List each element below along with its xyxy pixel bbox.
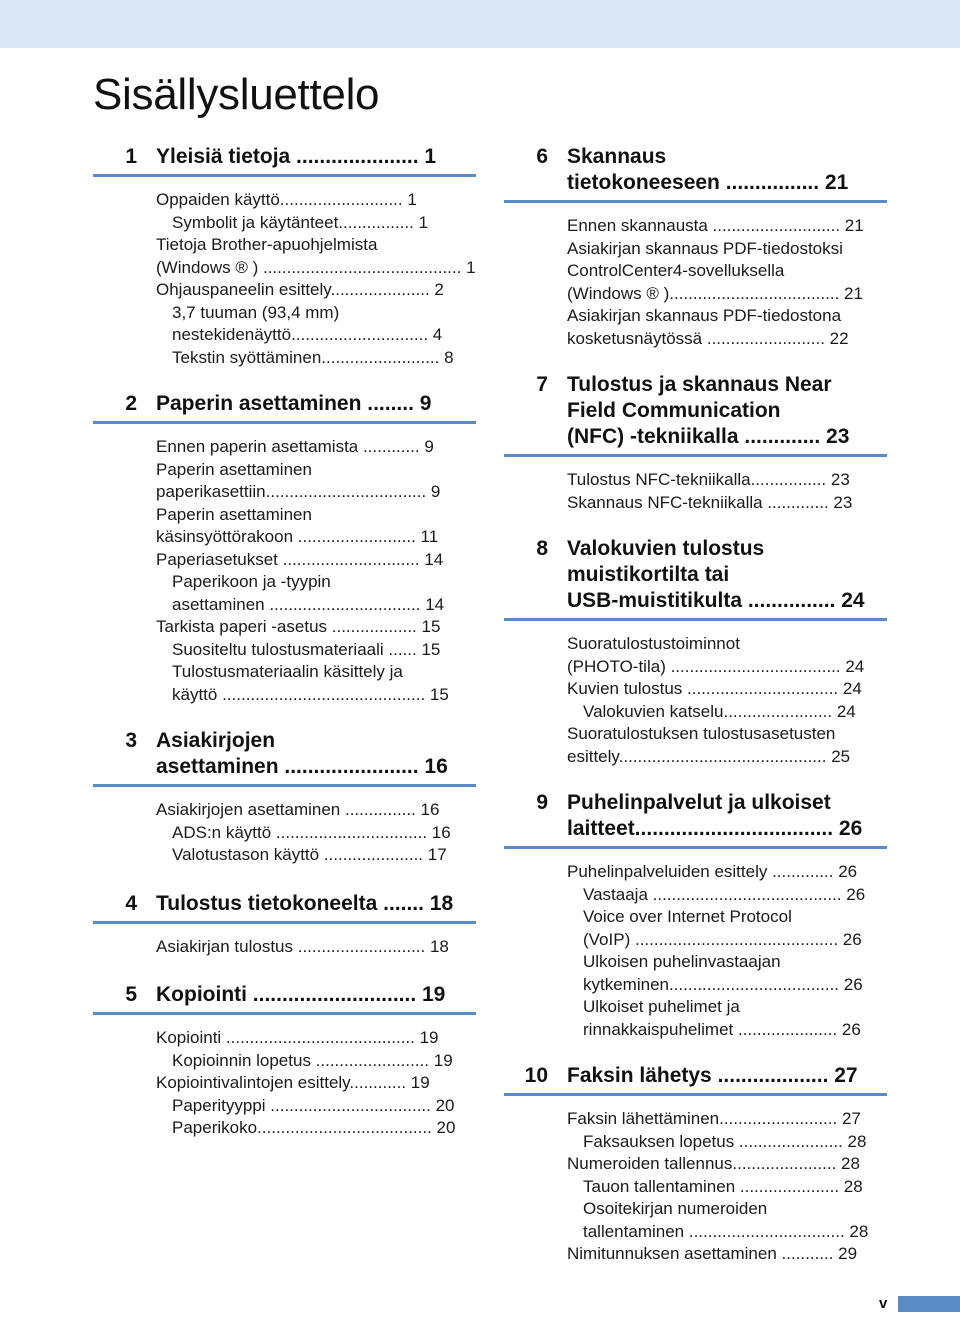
toc-left-column [93, 144, 476, 1140]
section-heading[interactable] [93, 391, 476, 424]
toc-entry-list [93, 787, 476, 867]
toc-entry-list [504, 457, 887, 514]
toc-entry[interactable]: Asiakirjan skannaus PDF-tiedostoksi [567, 238, 843, 258]
toc-entry-list [504, 621, 887, 768]
section-number: 5 [125, 983, 137, 1006]
section-number: 9 [536, 791, 548, 814]
toc-entry-list [93, 924, 476, 959]
toc-entry[interactable]: Tulostus NFC-tekniikalla................ 23 [567, 470, 850, 489]
toc-section [504, 790, 887, 1041]
toc-subentry[interactable]: Vastaaja ........................................ 26 [583, 884, 866, 904]
section-number: 3 [125, 729, 137, 752]
toc-right-column [504, 144, 887, 1266]
section-number: 10 [524, 1064, 548, 1087]
section-heading[interactable] [93, 891, 476, 924]
toc-subentry[interactable]: (VoIP) ........................................... 26 [583, 929, 862, 949]
toc-subentry[interactable]: Valokuvien katselu....................... 24 [583, 701, 856, 721]
toc-entry[interactable]: Ennen skannausta ........................... 21 [567, 216, 864, 235]
toc-entry[interactable]: Kopiointi ........................................ 19 [156, 1028, 439, 1047]
section-number: 6 [536, 145, 548, 168]
toc-subentry[interactable]: Paperikoon ja -tyypin [172, 572, 331, 591]
toc-subentry[interactable]: Osoitekirjan numeroiden [583, 1199, 768, 1218]
section-title-line: Puhelinpalvelut ja ulkoiset [567, 791, 831, 814]
section-heading[interactable] [504, 1063, 887, 1096]
toc-entry-list [504, 1096, 887, 1266]
toc-subentry[interactable]: käyttö ........................................... 15 [172, 684, 449, 704]
corner-accent-bar [898, 1296, 960, 1312]
toc-section [504, 372, 887, 514]
section-title-line: Yleisiä tietoja ..................... 1 [156, 145, 437, 168]
toc-entry[interactable]: kosketusnäytössä ......................... 22 [567, 328, 849, 348]
toc-entry[interactable]: Asiakirjojen asettaminen ............... 16 [156, 800, 440, 819]
toc-entry[interactable]: käsinsyöttörakoon ......................... 11 [156, 527, 439, 546]
section-title-line: Skannaus [567, 145, 667, 168]
section-title-line: (NFC) -tekniikalla ............. 23 [567, 425, 850, 448]
toc-entry[interactable]: Tietoja Brother-apuohjelmista [156, 235, 378, 254]
toc-entry-list [504, 849, 887, 1041]
toc-entry[interactable]: (Windows ® ).................................... 21 [567, 283, 863, 303]
toc-subentry[interactable]: Suositeltu tulostusmateriaali ...... 15 [172, 639, 441, 659]
toc-entry[interactable]: Kopiointivalintojen esittely............ 19 [156, 1073, 430, 1092]
toc-subentry[interactable]: Tulostusmateriaalin käsittely ja [172, 662, 403, 681]
toc-subentry[interactable]: Symbolit ja käytänteet................ 1 [172, 212, 429, 232]
toc-entry[interactable]: Puhelinpalveluiden esittely ............. 26 [567, 862, 858, 881]
toc-entry[interactable]: Paperin asettaminen [156, 459, 312, 479]
toc-section [504, 1063, 887, 1266]
toc-entry[interactable]: Nimitunnuksen asettaminen ........... 29 [567, 1244, 858, 1263]
section-title-line: tietokoneeseen ................ 21 [567, 171, 849, 194]
section-title-line: laitteet.................................. 26 [567, 817, 863, 840]
section-number: 2 [125, 392, 137, 415]
toc-entry[interactable]: Ohjauspaneelin esittely..................... 2 [156, 280, 444, 299]
toc-subentry[interactable]: Ulkoisen puhelinvastaajan [583, 952, 781, 971]
toc-entry-list [93, 424, 476, 706]
toc-entry[interactable]: Faksin lähettäminen......................... 27 [567, 1109, 861, 1128]
section-title-line: USB-muistitikulta ............... 24 [567, 589, 865, 612]
toc-subentry[interactable]: Paperityyppi .................................. 20 [172, 1095, 455, 1115]
section-heading[interactable] [504, 790, 887, 849]
page-title: Sisällysluettelo [93, 70, 380, 119]
toc-subentry[interactable]: Kopioinnin lopetus ........................ 19 [172, 1050, 453, 1070]
section-heading[interactable] [93, 982, 476, 1015]
toc-section [93, 982, 476, 1140]
section-title-line: Kopiointi ............................ 19 [156, 983, 446, 1006]
toc-subentry[interactable]: Paperikoko..................................... 20 [172, 1118, 456, 1137]
toc-section [93, 891, 476, 959]
header-band [0, 0, 960, 48]
section-number: 1 [125, 145, 137, 168]
section-title-line: Faksin lähetys ................... 27 [567, 1064, 858, 1087]
toc-subentry[interactable]: nestekidenäyttö............................. 4 [172, 325, 443, 344]
toc-entry[interactable]: Skannaus NFC-tekniikalla ............. 23 [567, 492, 853, 512]
toc-entry[interactable]: Oppaiden käyttö.......................... 1 [156, 190, 417, 209]
toc-entry[interactable]: paperikasettiin.................................. 9 [156, 482, 441, 501]
toc-subentry[interactable]: kytkeminen.................................... 26 [583, 974, 863, 994]
toc-section [504, 536, 887, 768]
section-title-line: Paperin asettaminen ........ 9 [156, 392, 432, 415]
toc-subentry[interactable]: asettaminen ................................ 14 [172, 594, 445, 614]
toc-entry[interactable]: Tarkista paperi -asetus .................. 15 [156, 617, 441, 636]
toc-entry[interactable]: Suoratulostuksen tulostusasetusten [567, 724, 836, 743]
toc-section [93, 144, 476, 369]
toc-entry-list [504, 203, 887, 350]
toc-subentry[interactable]: Voice over Internet Protocol [583, 907, 792, 926]
section-heading[interactable] [93, 144, 476, 177]
toc-subentry[interactable]: Valotustason käyttö ..................... 17 [172, 845, 447, 864]
toc-entry-list [93, 177, 476, 369]
section-heading[interactable] [504, 372, 887, 457]
section-title-line: Valokuvien tulostus [567, 537, 765, 560]
toc-entry[interactable]: Numeroiden tallennus...................... 28 [567, 1154, 860, 1173]
toc-entry[interactable]: Asiakirjan tulostus ........................... 18 [156, 936, 449, 956]
toc-section [93, 728, 476, 867]
toc-entry[interactable]: esittely............................................ 25 [567, 746, 851, 766]
toc-entry[interactable]: (PHOTO-tila) .................................... 24 [567, 656, 865, 676]
toc-subentry[interactable]: Ulkoiset puhelimet ja [583, 997, 740, 1016]
section-heading[interactable] [504, 536, 887, 621]
toc-section [93, 391, 476, 706]
toc-entry[interactable]: Ennen paperin asettamista ............ 9 [156, 437, 434, 456]
toc-subentry[interactable]: Tauon tallentaminen ..................... 28 [583, 1176, 863, 1196]
section-title-line: Field Communication [567, 399, 781, 422]
toc-entry[interactable]: (Windows ® ) .......................................... 1 [156, 257, 476, 277]
section-title-line: Tulostus ja skannaus Near [567, 373, 832, 396]
section-title-line: asettaminen ....................... 16 [156, 755, 448, 778]
toc-subentry[interactable]: ADS:n käyttö ................................ 16 [172, 822, 451, 842]
section-title-line: Asiakirjojen [156, 729, 276, 752]
toc-entry-list [93, 1015, 476, 1140]
section-title-line: Tulostus tietokoneelta ....... 18 [156, 891, 454, 915]
section-number: 4 [125, 891, 137, 915]
section-title-line: muistikortilta tai [567, 563, 730, 586]
toc-entry[interactable]: Paperin asettaminen [156, 504, 312, 524]
toc-subentry[interactable]: rinnakkaispuhelimet ..................... 26 [583, 1019, 861, 1039]
toc-entry[interactable]: Asiakirjan skannaus PDF-tiedostona [567, 306, 842, 325]
page-number: v [879, 1295, 888, 1312]
toc-subentry[interactable]: Tekstin syöttäminen......................... 8 [172, 347, 454, 367]
toc-entry[interactable]: Suoratulostustoiminnot [567, 634, 740, 653]
section-number: 8 [536, 537, 548, 560]
section-heading[interactable] [504, 144, 887, 203]
toc-subentry[interactable]: 3,7 tuuman (93,4 mm) [172, 302, 340, 322]
toc-section [504, 144, 887, 350]
toc-entry[interactable]: Kuvien tulostus ................................ 24 [567, 679, 862, 698]
toc-entry[interactable]: Paperiasetukset ............................. 14 [156, 549, 444, 569]
toc-subentry[interactable]: tallentaminen ................................. 28 [583, 1221, 869, 1241]
section-number: 7 [536, 373, 548, 396]
toc-subentry[interactable]: Faksauksen lopetus ...................... 28 [583, 1131, 867, 1151]
section-heading[interactable] [93, 728, 476, 787]
toc-entry[interactable]: ControlCenter4-sovelluksella [567, 261, 785, 280]
